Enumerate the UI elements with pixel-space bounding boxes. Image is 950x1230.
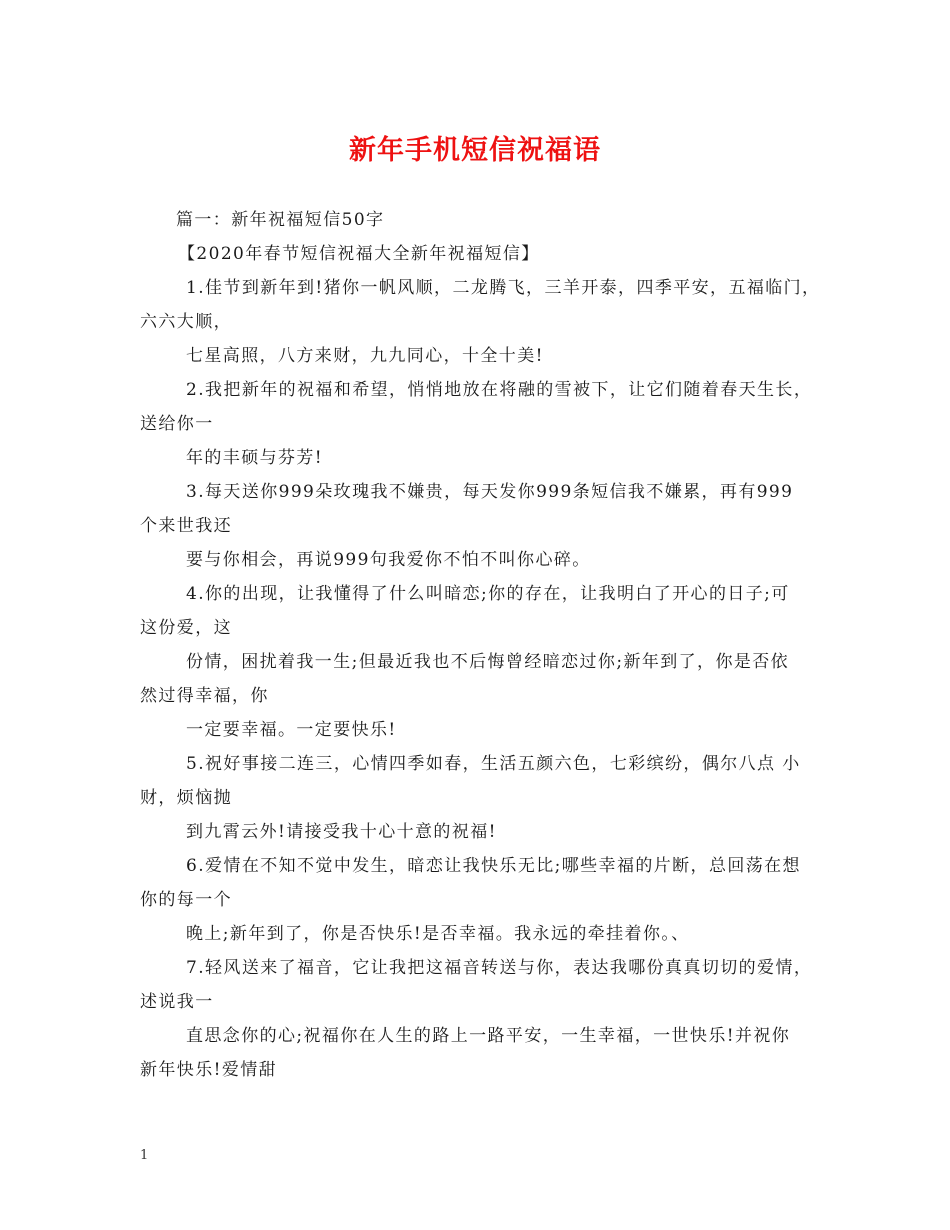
page-number: 1: [140, 1148, 149, 1163]
paragraph-line: 6.爱情在不知不觉中发生，暗恋让我快乐无比;哪些幸福的片断，总回荡在想: [186, 856, 801, 876]
paragraph-line: 这份爱，这: [140, 618, 232, 638]
paragraph-line: 2.我把新年的祝福和希望，悄悄地放在将融的雪被下，让它们随着春天生长，: [186, 380, 813, 400]
paragraph-line: 一定要幸福。一定要快乐!: [186, 720, 397, 740]
paragraph-line: 新年快乐!爱情甜: [140, 1060, 278, 1080]
paragraph-line: 你的每一个: [140, 890, 232, 910]
paragraph-line: 5.祝好事接二连三，心情四季如春，生活五颜六色，七彩缤纷，偶尔八点 小: [186, 754, 801, 774]
paragraph-line: 述说我一: [140, 992, 214, 1012]
paragraph-line: 要与你相会，再说999句我爱你不怕不叫你心碎。: [186, 550, 591, 570]
paragraph-line: 1.佳节到新年到!猪你一帆风顺，二龙腾飞，三羊开泰，四季平安，五福临门，: [186, 278, 821, 298]
paragraph-line: 4.你的出现，让我懂得了什么叫暗恋;你的存在，让我明白了开心的日子;可: [186, 584, 790, 604]
paragraph-line: 然过得幸福，你: [140, 686, 269, 706]
paragraph-line: 个来世我还: [140, 516, 232, 536]
paragraph-line: 六六大顺，: [140, 312, 232, 332]
document-title: 新年手机短信祝福语: [349, 135, 601, 166]
paragraph-line: 7.轻风送来了福音，它让我把这福音转送与你，表达我哪份真真切切的爱情，: [186, 958, 813, 978]
paragraph-line: 年的丰硕与芬芳!: [186, 448, 324, 468]
paragraph-line: 直思念你的心;祝福你在人生的路上一路平安，一生幸福，一世快乐!并祝你: [186, 1026, 791, 1046]
paragraph-line: 到九霄云外!请接受我十心十意的祝福!: [186, 822, 497, 842]
paragraph-line: 财，烦恼抛: [140, 788, 232, 808]
paragraph-line: 份情，困扰着我一生;但最近我也不后悔曾经暗恋过你;新年到了，你是否依: [186, 652, 790, 672]
paragraph-line: 七星高照，八方来财，九九同心，十全十美!: [186, 346, 544, 366]
subheading: 【2020年春节短信祝福大全新年祝福短信】: [178, 244, 540, 264]
paragraph-line: 晚上;新年到了，你是否快乐!是否幸福。我永远的牵挂着你。、: [186, 924, 690, 944]
paragraph-line: 送给你一: [140, 414, 214, 434]
paragraph-line: 3.每天送你999朵玫瑰我不嫌贵，每天发你999条短信我不嫌累，再有999: [186, 482, 794, 502]
section-heading: 篇一：新年祝福短信50字: [176, 210, 385, 230]
